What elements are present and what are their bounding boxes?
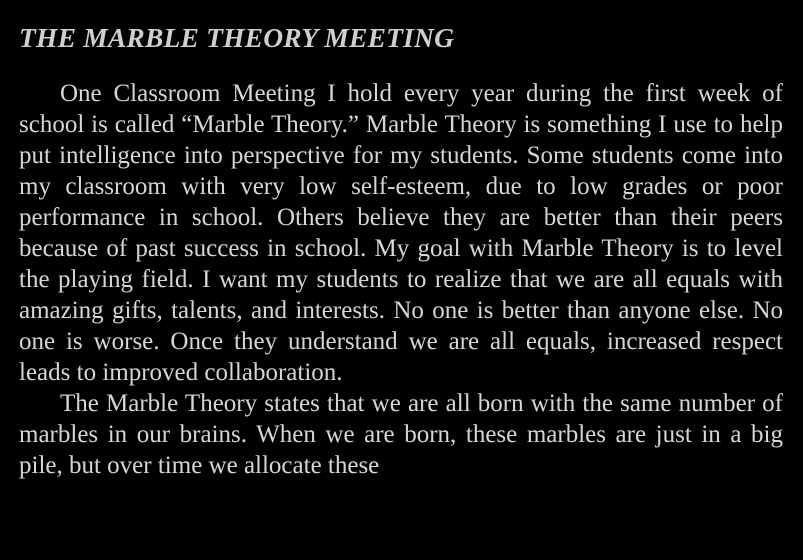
body-paragraph-2: The Marble Theory states that we are all born with the same number of marbles in our brains. When we are born, these marbles are just in a big pile, but over time we allocate these	[19, 390, 783, 479]
chapter-title: THE MARBLE THEORY MEETING	[19, 22, 455, 53]
reader-page	[19, 0, 783, 560]
body-paragraph-1: One Classroom Meeting I hold every year during the first week of school is called “Marble Theory.” Marble Theory is something I use to help put intelligence into perspective for my students. Some students come into my classroom with very low self-esteem, due to low grades or poor performance in school. Others believe they are better than their peers because of past success in school. My goal with Marble Theory is to level the playing field. I want my students to realize that we are all equals with amazing gifts, talents, and interests. No one is better than anyone else. No one is worse. Once they understand we are all equals, increased respect leads to improved collaboration.	[19, 80, 783, 386]
